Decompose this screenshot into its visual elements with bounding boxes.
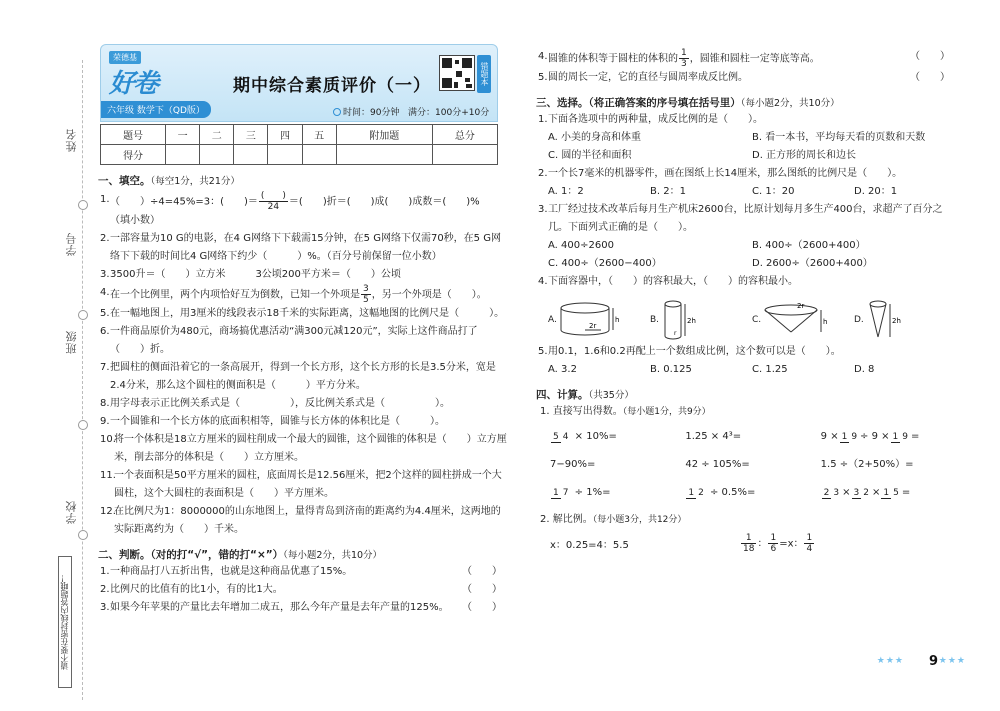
seal-line [82,60,83,700]
svg-text:2h: 2h [891,317,901,325]
row-label: 得分 [101,145,166,165]
option[interactable]: C. 圆的半径和面积 [548,150,632,161]
qr-code-icon[interactable] [439,55,475,91]
answer-blank[interactable]: （ ） [462,602,502,613]
calc-item: 2 3 × 3 2 × 1 5 = [823,487,911,498]
options [536,237,956,273]
calc-item: 7−90%= [550,459,596,470]
grade-badge: 六年级 数学下（QD版） [101,101,211,118]
svg-text:h: h [823,318,828,326]
brand-logo: 好卷 [109,69,158,99]
question: 2. 一个长7毫米的机器零件，画在图纸上长14厘米，那么图纸的比例尺是（ ）。 [538,168,903,179]
class-label: 班级 [65,330,78,354]
binding-hole [78,310,88,320]
option[interactable]: A. 400÷2600 [548,240,614,251]
svg-text:r: r [674,330,677,337]
option[interactable]: B. 2h r [650,297,752,343]
question: 2. 一部容量为10 G的电影，在4 G网络下下载需15分钟，在5 G网络下仅需70秒，在5 G网络下下载的时间比4 G网络下约少（ ）%。（百分号前保留一位小数） [100,233,501,262]
fraction: $\frac{1}{3}$ [681,48,687,69]
student-id-label: 学号 [65,232,78,256]
option[interactable]: B. 2：1 [650,186,686,197]
calc-item: 5 4 × 10%= [553,431,617,442]
fraction: $\frac{( )}{24}$ [260,191,286,212]
answer-blank[interactable]: （ ） [462,566,502,577]
exam-header [100,44,498,122]
cone-wide-icon [761,300,831,340]
options [536,183,956,201]
calc-item: 1.25 × 4³= [685,431,742,442]
option[interactable]: B. 0.125 [650,364,692,375]
question: 1. 一种商品打八五折出售，也就是这种商品优惠了15%。 （ ） [98,563,508,581]
options [536,361,956,379]
sub-question: 2. 解比例。（每小题3分，共12分） [540,514,687,525]
option[interactable]: D. 20：1 [854,186,898,197]
proportion-2: $\frac{1}{18}$ ： $\frac{1}{6}$ =x： $\frac{1}{4}$ [743,533,813,554]
table-header: 二 [200,125,234,145]
cylinder-tall-icon [659,299,709,341]
score-cell[interactable] [268,145,302,165]
sub-question: 1. 直接写出得数。（每小题1分，共9分） [540,406,711,417]
calc-item: 1 7 ÷ 1%= [553,487,611,498]
question: 2. 比例尺的比值有的比1小，有的比1大。 （ ） [98,581,508,599]
container-figures [536,297,956,343]
answer-blank[interactable]: （ ） [910,72,950,83]
svg-text:2h: 2h [687,317,696,325]
question: 11. 一个表面积是50平方厘米的圆柱，底面周长是12.56厘米，把2个这样的圆柱拼成一个大圆柱，这个大圆柱的表面积是（ ）平方厘米。 [100,470,502,499]
full-score: 满分：100分+10分 [408,108,490,118]
left-column [98,44,508,617]
question: 3. 3500升＝（ ）立方米 3公顷200平方米＝（ ）公顷 [100,269,401,280]
seal-notice: 请不要在密封线内答题哦！ [58,556,72,688]
cylinder-wide-icon [557,300,627,340]
score-table [100,124,498,165]
question: 4. 在一个比例里，两个内项恰好互为倒数，已知一个外项是 $\frac{3}{5}$ ，另一个外项是（ ）。 [100,284,487,305]
proportion-row [536,533,956,554]
options [536,129,956,165]
table-header: 题号 [101,125,166,145]
score-cell[interactable] [302,145,336,165]
table-header: 四 [268,125,302,145]
question: 1. （ ）÷4=45%=3：( )＝ $\frac{( )}{24}$ ＝( )折＝( )成( )成数＝( )% （填小数） [100,191,480,226]
question: 4. 圆锥的体积等于圆柱的体积的 $\frac{1}{3}$ ，圆锥和圆柱一定等底等高。 （ ） [538,48,950,69]
option[interactable]: C. 1：20 [752,186,795,197]
exam-meta [333,105,489,118]
error-book-tag: 错题本 [477,55,491,93]
brand-tag: 荣德基 [109,51,141,64]
score-cell[interactable] [432,145,497,165]
option[interactable]: C. 400÷（2600−400） [548,258,662,269]
decor-stars: ★★★ [876,656,904,666]
svg-text:2r: 2r [797,302,805,310]
svg-text:2r: 2r [588,322,597,330]
section-title: 一、填空。（每空1分，共21分） [98,175,240,187]
question: 5. 在一幅地图上，用3厘米的线段表示18千米的实际距离，这幅地图的比例尺是（ ）。 [100,308,505,319]
calc-item: 1.5 ÷（2+50%）= [820,459,914,470]
section-title: 四、计算。（共35分） [536,389,634,401]
option[interactable]: A. 小美的身高和体重 [548,132,642,143]
binding-hole [78,420,88,430]
question: 7. 把圆柱的侧面沿着它的一条高展开，得到一个长方形，这个长方形的长是3.5分米，宽是2.4分米，那么这个圆柱的侧面积是（ ）平方分米。 [100,362,496,391]
question: 6. 一件商品原价为480元，商场搞优惠活动“满300元减120元”，实际上这件商品打了（ ）折。 [100,326,478,355]
calc-grid [536,423,956,507]
svg-text:h: h [614,316,620,324]
school-label: 学校 [65,500,78,524]
option[interactable]: D. 正方形的周长和边长 [752,150,857,161]
option[interactable]: C. 1.25 [752,364,788,375]
question: 3. 如果今年苹果的产量比去年增加二成五，那么今年产量是去年产量的125%。 （ ） [98,599,508,617]
calc-item: 1 2 ÷ 0.5%= [688,487,756,498]
question: 4. 下面容器中，（ ）的容积最大，（ ）的容积最小。 [538,276,798,287]
option[interactable]: D. 2h [854,297,956,343]
score-cell[interactable] [336,145,432,165]
question: 5. 圆的周长一定，它的直径与圆周率成反比例。 （ ） [536,69,956,87]
table-header: 总分 [432,125,497,145]
name-label: 姓名 [65,128,78,152]
cone-tall-icon [864,299,914,341]
table-header: 一 [166,125,200,145]
question: 5. 用0.1，1.6和0.2再配上一个数组成比例，这个数可以是（ ）。 [538,346,841,357]
option[interactable]: B. 400÷（2600+400） [752,240,866,251]
score-cell[interactable] [200,145,234,165]
proportion-1: x：0.25=4：5.5 [550,540,629,551]
question: 1. 下面各选项中的两种量，成反比例的是（ ）。 [538,114,763,125]
section-title: 三、选择。（将正确答案的序号填在括号里）（每小题2分，共10分） [536,97,840,109]
section-title: 二、判断。（对的打“√”，错的打“×”）（每小题2分，共10分） [98,549,383,561]
binding-hole [78,200,88,210]
exam-title: 期中综合素质评价（一） [233,76,431,96]
answer-blank[interactable]: （ ） [462,584,502,595]
binding-hole [78,530,88,540]
question: 12. 在比例尺为1：8000000的山东地图上，量得青岛到济南的距离约为4.4厘米，这两地的实际距离约为（ ）千米。 [100,506,501,535]
option[interactable]: A. 3.2 [548,364,577,375]
right-column [536,44,956,554]
table-header: 五 [302,125,336,145]
question: 10. 将一个体积是18立方厘米的圆柱削成一个最大的圆锥，这个圆锥的体积是（ ）立方厘米，削去部分的体积是（ ）立方厘米。 [100,434,507,463]
question: 9. 一个圆锥和一个长方体的底面积相等，圆锥与长方体的体积比是（ ）。 [100,416,445,427]
table-header: 附加题 [336,125,432,145]
fraction: $\frac{3}{5}$ [363,284,369,305]
option[interactable]: D. 8 [854,364,875,375]
answer-blank[interactable]: （ ） [910,51,950,62]
option[interactable]: D. 2600÷（2600+400） [752,258,873,269]
binding-margin [0,0,98,711]
exam-time: 时间：90分钟 [343,108,400,118]
score-cell[interactable] [234,145,268,165]
score-cell[interactable] [166,145,200,165]
page-number: 9 [928,654,938,669]
table-header: 三 [234,125,268,145]
question: 3. 工厂经过技术改革后每月生产机床2600台，比原计划每月多生产400台，求超产了百分之几。下面列式正确的是（ ）。 [538,204,943,233]
option[interactable]: A. h 2r [548,297,650,343]
calc-item: 9 × 1 9 ÷ 9 × 1 9 = [820,431,920,442]
calc-item: 42 ÷ 105%= [685,459,750,470]
option[interactable]: A. 1：2 [548,186,584,197]
option[interactable]: C. h 2r [752,297,854,343]
question: 8. 用字母表示正比例关系式是（ ），反比例关系式是（ ）。 [100,398,450,409]
clock-icon [333,108,341,116]
option[interactable]: B. 看一本书，平均每天看的页数和天数 [752,132,926,143]
decor-stars: ★★★ [938,656,966,666]
